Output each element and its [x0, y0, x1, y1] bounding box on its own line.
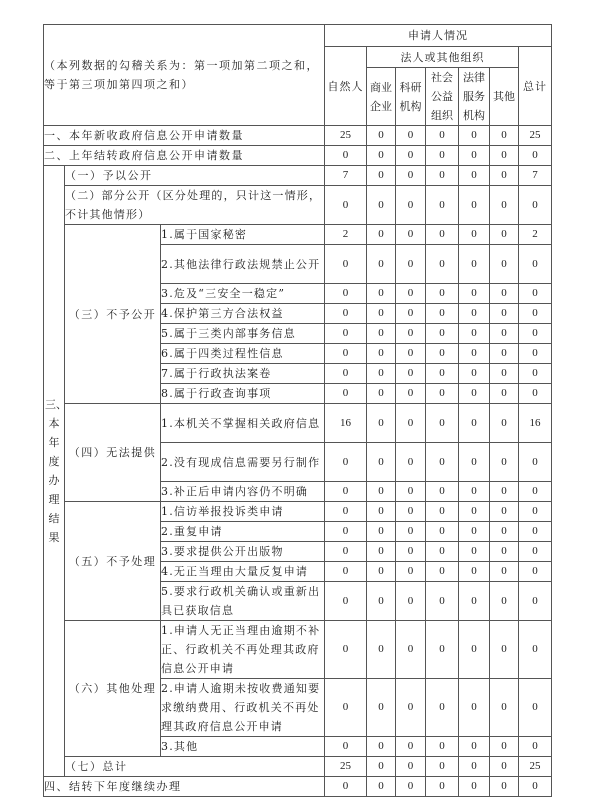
value-cell: 0 — [367, 502, 396, 522]
value-cell: 0 — [426, 384, 459, 404]
value-cell: 0 — [325, 621, 367, 679]
value-cell: 0 — [490, 225, 519, 245]
value-cell: 0 — [396, 166, 426, 186]
value-cell: 0 — [490, 146, 519, 166]
item-label: 2.没有现成信息需要另行制作 — [161, 443, 325, 482]
value-cell: 0 — [367, 777, 396, 797]
value-cell: 0 — [367, 522, 396, 542]
value-cell: 0 — [426, 304, 459, 324]
value-cell: 0 — [490, 737, 519, 757]
value-cell: 0 — [325, 679, 367, 737]
value-cell: 0 — [396, 146, 426, 166]
item-label: 2.重复申请 — [161, 522, 325, 542]
value-cell: 0 — [325, 304, 367, 324]
header-natural-person: 自然人 — [325, 47, 367, 126]
value-cell: 0 — [519, 443, 552, 482]
value-cell: 0 — [519, 304, 552, 324]
value-cell: 0 — [459, 777, 490, 797]
header-total: 总计 — [519, 47, 552, 126]
item-label: 3.要求提供公开出版物 — [161, 542, 325, 562]
value-cell: 0 — [519, 284, 552, 304]
value-cell: 0 — [396, 522, 426, 542]
value-cell: 0 — [490, 166, 519, 186]
value-cell: 0 — [396, 404, 426, 443]
value-cell: 16 — [325, 404, 367, 443]
value-cell: 0 — [367, 186, 396, 225]
value-cell: 0 — [367, 757, 396, 777]
value-cell: 0 — [367, 284, 396, 304]
value-cell: 0 — [325, 443, 367, 482]
value-cell: 25 — [519, 757, 552, 777]
value-cell: 0 — [367, 166, 396, 186]
value-cell: 0 — [396, 126, 426, 146]
table-row — [44, 186, 552, 225]
value-cell: 0 — [426, 126, 459, 146]
value-cell: 0 — [459, 757, 490, 777]
value-cell: 0 — [490, 245, 519, 284]
value-cell: 0 — [396, 304, 426, 324]
value-cell: 25 — [325, 126, 367, 146]
value-cell: 0 — [490, 404, 519, 443]
item-label: 4.保护第三方合法权益 — [161, 304, 325, 324]
value-cell: 0 — [426, 284, 459, 304]
value-cell: 0 — [426, 245, 459, 284]
value-cell: 0 — [367, 562, 396, 582]
value-cell: 0 — [519, 522, 552, 542]
value-cell: 0 — [396, 777, 426, 797]
value-cell: 0 — [396, 324, 426, 344]
table-row — [44, 757, 552, 777]
value-cell: 0 — [519, 384, 552, 404]
category-label: （五）不予处理 — [65, 502, 161, 621]
category-label: （六）其他处理 — [65, 621, 161, 757]
value-cell: 0 — [325, 777, 367, 797]
item-label: 6.属于四类过程性信息 — [161, 344, 325, 364]
value-cell: 0 — [490, 443, 519, 482]
value-cell: 0 — [490, 502, 519, 522]
value-cell: 0 — [426, 582, 459, 621]
value-cell: 0 — [367, 482, 396, 502]
value-cell: 0 — [325, 284, 367, 304]
value-cell: 0 — [367, 737, 396, 757]
value-cell: 0 — [325, 522, 367, 542]
value-cell: 0 — [490, 542, 519, 562]
value-cell: 0 — [519, 146, 552, 166]
row-label: 一、本年新收政府信息公开申请数量 — [44, 126, 325, 146]
value-cell: 0 — [325, 582, 367, 621]
subtotal-label: （七）总计 — [65, 757, 325, 777]
value-cell: 0 — [396, 679, 426, 737]
value-cell: 0 — [426, 146, 459, 166]
value-cell: 0 — [459, 562, 490, 582]
value-cell: 0 — [426, 621, 459, 679]
table-row — [44, 404, 552, 443]
value-cell: 0 — [519, 344, 552, 364]
value-cell: 0 — [490, 777, 519, 797]
item-label: 7.属于行政执法案卷 — [161, 364, 325, 384]
item-label: 4.无正当理由大量反复申请 — [161, 562, 325, 582]
value-cell: 2 — [519, 225, 552, 245]
item-label: 3.补正后申请内容仍不明确 — [161, 482, 325, 502]
header-research: 科研机构 — [396, 68, 426, 126]
value-cell: 0 — [426, 166, 459, 186]
value-cell: 0 — [426, 777, 459, 797]
item-label: 1.信访举报投诉类申请 — [161, 502, 325, 522]
value-cell: 0 — [396, 443, 426, 482]
value-cell: 0 — [519, 364, 552, 384]
value-cell: 0 — [367, 304, 396, 324]
value-cell: 0 — [367, 542, 396, 562]
value-cell: 0 — [519, 621, 552, 679]
table-row — [44, 502, 552, 522]
value-cell: 0 — [459, 245, 490, 284]
value-cell: 0 — [519, 324, 552, 344]
table-row — [44, 225, 552, 245]
category-label: （四）无法提供 — [65, 404, 161, 502]
value-cell: 0 — [459, 186, 490, 225]
value-cell: 0 — [519, 542, 552, 562]
value-cell: 0 — [396, 757, 426, 777]
value-cell: 0 — [325, 146, 367, 166]
value-cell: 0 — [367, 621, 396, 679]
value-cell: 0 — [459, 443, 490, 482]
item-label: 8.属于行政查询事项 — [161, 384, 325, 404]
item-label: 1.本机关不掌握相关政府信息 — [161, 404, 325, 443]
value-cell: 0 — [426, 562, 459, 582]
item-label: 5.属于三类内部事务信息 — [161, 324, 325, 344]
table-row — [44, 621, 552, 679]
value-cell: 0 — [325, 482, 367, 502]
value-cell: 0 — [325, 344, 367, 364]
value-cell: 0 — [396, 245, 426, 284]
value-cell: 0 — [426, 186, 459, 225]
value-cell: 0 — [426, 225, 459, 245]
value-cell: 0 — [426, 443, 459, 482]
header-applicant-situation: 申请人情况 — [325, 25, 552, 47]
value-cell: 0 — [396, 225, 426, 245]
value-cell: 0 — [367, 245, 396, 284]
value-cell: 0 — [396, 542, 426, 562]
value-cell: 0 — [459, 482, 490, 502]
value-cell: 0 — [396, 621, 426, 679]
value-cell: 0 — [396, 562, 426, 582]
value-cell: 0 — [426, 404, 459, 443]
value-cell: 7 — [325, 166, 367, 186]
value-cell: 0 — [426, 737, 459, 757]
value-cell: 0 — [367, 384, 396, 404]
value-cell: 0 — [325, 245, 367, 284]
value-cell: 0 — [459, 542, 490, 562]
value-cell: 0 — [459, 364, 490, 384]
item-label: 1.属于国家秘密 — [161, 225, 325, 245]
value-cell: 16 — [519, 404, 552, 443]
category-label: （三）不予公开 — [65, 225, 161, 404]
item-label: 2.其他法律行政法规禁止公开 — [161, 245, 325, 284]
value-cell: 0 — [490, 364, 519, 384]
value-cell: 0 — [459, 502, 490, 522]
value-cell: 0 — [396, 582, 426, 621]
header-social-welfare: 社会公益组织 — [426, 68, 459, 126]
row-label: 二、上年结转政府信息公开申请数量 — [44, 146, 325, 166]
value-cell: 0 — [396, 344, 426, 364]
value-cell: 0 — [519, 679, 552, 737]
value-cell: 0 — [367, 324, 396, 344]
value-cell: 0 — [426, 324, 459, 344]
header-commercial: 商业企业 — [367, 68, 396, 126]
value-cell: 0 — [459, 582, 490, 621]
value-cell: 0 — [459, 126, 490, 146]
value-cell: 0 — [325, 364, 367, 384]
value-cell: 0 — [459, 679, 490, 737]
value-cell: 0 — [426, 542, 459, 562]
value-cell: 0 — [459, 621, 490, 679]
value-cell: 0 — [367, 364, 396, 384]
value-cell: 0 — [426, 344, 459, 364]
value-cell: 0 — [459, 522, 490, 542]
value-cell: 0 — [519, 562, 552, 582]
value-cell: 0 — [396, 737, 426, 757]
header-legal-or-other-org: 法人或其他组织 — [367, 47, 519, 68]
row-label: （二）部分公开（区分处理的，只计这一情形，不计其他情形） — [65, 186, 325, 225]
table-row — [44, 777, 552, 797]
value-cell: 0 — [396, 186, 426, 225]
value-cell: 0 — [490, 304, 519, 324]
value-cell: 7 — [519, 166, 552, 186]
value-cell: 0 — [367, 443, 396, 482]
value-cell: 0 — [459, 304, 490, 324]
value-cell: 0 — [490, 582, 519, 621]
value-cell: 0 — [367, 225, 396, 245]
value-cell: 0 — [459, 404, 490, 443]
value-cell: 0 — [325, 384, 367, 404]
header-other: 其他 — [490, 68, 519, 126]
value-cell: 0 — [367, 404, 396, 443]
gov-info-disclosure-table — [43, 24, 552, 797]
value-cell: 0 — [426, 364, 459, 384]
value-cell: 0 — [519, 186, 552, 225]
value-cell: 0 — [367, 126, 396, 146]
value-cell: 0 — [459, 284, 490, 304]
value-cell: 0 — [396, 384, 426, 404]
carry-forward-label: 四、结转下年度继续办理 — [44, 777, 325, 797]
value-cell: 0 — [519, 245, 552, 284]
value-cell: 0 — [367, 582, 396, 621]
value-cell: 0 — [459, 324, 490, 344]
value-cell: 0 — [490, 284, 519, 304]
value-cell: 0 — [325, 737, 367, 757]
value-cell: 25 — [519, 126, 552, 146]
table-row — [44, 146, 552, 166]
value-cell: 0 — [490, 384, 519, 404]
value-cell: 2 — [325, 225, 367, 245]
value-cell: 0 — [325, 324, 367, 344]
section-three-label — [44, 166, 65, 777]
value-cell: 0 — [490, 562, 519, 582]
value-cell: 0 — [490, 324, 519, 344]
value-cell: 0 — [367, 146, 396, 166]
value-cell: 0 — [519, 482, 552, 502]
value-cell: 0 — [325, 542, 367, 562]
item-label: 3.危及“三安全一稳定” — [161, 284, 325, 304]
value-cell: 0 — [490, 186, 519, 225]
item-label: 2.申请人逾期未按收费通知要求缴纳费用、行政机关不再处理其政府信息公开申请 — [161, 679, 325, 737]
section-three-text: 三、本年度办理结果 — [45, 398, 67, 544]
value-cell: 0 — [426, 482, 459, 502]
row-label: （一）予以公开 — [65, 166, 325, 186]
value-cell: 0 — [459, 225, 490, 245]
item-label: 1.申请人无正当理由逾期不补正、行政机关不再处理其政府信息公开申请 — [161, 621, 325, 679]
value-cell: 0 — [426, 679, 459, 737]
value-cell: 0 — [490, 522, 519, 542]
value-cell: 0 — [396, 364, 426, 384]
table-row — [44, 126, 552, 146]
value-cell: 0 — [519, 737, 552, 757]
value-cell: 0 — [396, 284, 426, 304]
value-cell: 0 — [490, 482, 519, 502]
value-cell: 0 — [490, 621, 519, 679]
value-cell: 0 — [519, 502, 552, 522]
value-cell: 0 — [325, 186, 367, 225]
value-cell: 0 — [367, 679, 396, 737]
value-cell: 0 — [426, 522, 459, 542]
value-cell: 0 — [459, 146, 490, 166]
value-cell: 0 — [519, 582, 552, 621]
item-label: 5.要求行政机关确认或重新出具已获取信息 — [161, 582, 325, 621]
value-cell: 0 — [490, 757, 519, 777]
value-cell: 0 — [325, 502, 367, 522]
header-note: （本列数据的勾稽关系为：第一项加第二项之和，等于第三项加第四项之和） — [44, 25, 325, 126]
value-cell: 0 — [490, 679, 519, 737]
value-cell: 0 — [459, 384, 490, 404]
value-cell: 0 — [396, 502, 426, 522]
table-row — [44, 166, 552, 186]
value-cell: 0 — [325, 562, 367, 582]
value-cell: 0 — [426, 757, 459, 777]
value-cell: 25 — [325, 757, 367, 777]
value-cell: 0 — [459, 344, 490, 364]
value-cell: 0 — [426, 502, 459, 522]
value-cell: 0 — [396, 482, 426, 502]
value-cell: 0 — [519, 777, 552, 797]
value-cell: 0 — [459, 166, 490, 186]
value-cell: 0 — [367, 344, 396, 364]
value-cell: 0 — [490, 126, 519, 146]
header-legal-service: 法律服务机构 — [459, 68, 490, 126]
item-label: 3.其他 — [161, 737, 325, 757]
value-cell: 0 — [459, 737, 490, 757]
value-cell: 0 — [490, 344, 519, 364]
